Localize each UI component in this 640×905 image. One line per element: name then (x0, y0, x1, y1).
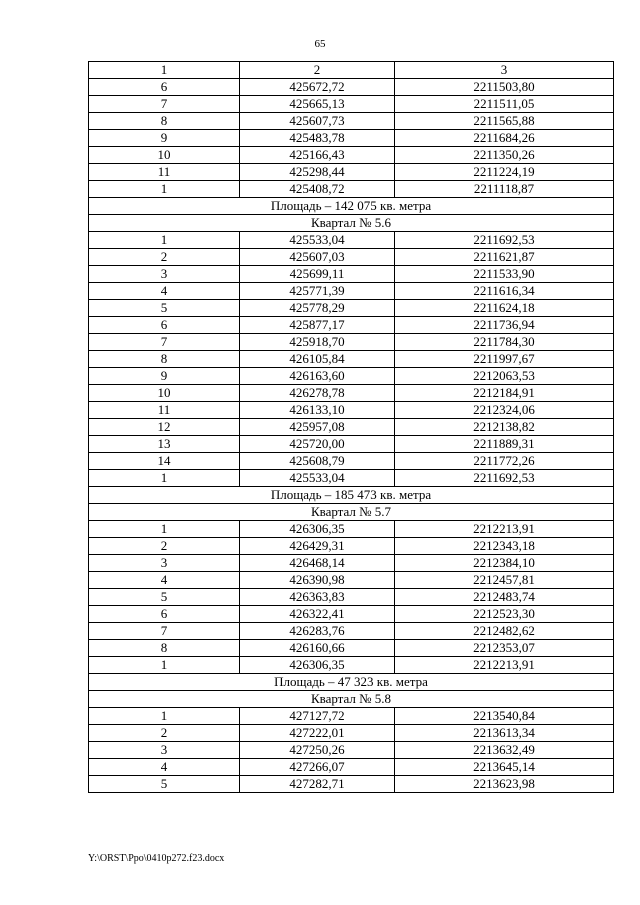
x-coordinate-cell: 426306,35 (240, 521, 395, 538)
y-coordinate-cell: 2211621,87 (395, 249, 614, 266)
point-number-cell: 3 (89, 555, 240, 572)
x-coordinate-cell: 425408,72 (240, 181, 395, 198)
y-coordinate-cell: 2212213,91 (395, 657, 614, 674)
y-coordinate-cell: 2211565,88 (395, 113, 614, 130)
x-coordinate-cell: 426160,66 (240, 640, 395, 657)
point-number-cell: 2 (89, 249, 240, 266)
x-coordinate-cell: 426306,35 (240, 657, 395, 674)
table-row (89, 266, 614, 283)
x-coordinate-cell: 425533,04 (240, 232, 395, 249)
table-row (89, 623, 614, 640)
x-coordinate-cell: 426390,98 (240, 572, 395, 589)
y-coordinate-cell: 2213645,14 (395, 759, 614, 776)
coordinates-table (88, 61, 614, 793)
area-summary: Площадь – 142 075 кв. метра (89, 198, 614, 215)
table-row (89, 402, 614, 419)
y-coordinate-cell: 2213540,84 (395, 708, 614, 725)
y-coordinate-cell: 2211118,87 (395, 181, 614, 198)
x-coordinate-cell: 425665,13 (240, 96, 395, 113)
x-coordinate-cell: 426163,60 (240, 368, 395, 385)
table-row (89, 606, 614, 623)
table-row (89, 113, 614, 130)
y-coordinate-cell: 2211772,26 (395, 453, 614, 470)
table-row (89, 470, 614, 487)
block-heading-row (89, 215, 614, 232)
x-coordinate-cell: 425608,79 (240, 453, 395, 470)
y-coordinate-cell: 2212213,91 (395, 521, 614, 538)
y-coordinate-cell: 2211889,31 (395, 436, 614, 453)
y-coordinate-cell: 2212482,62 (395, 623, 614, 640)
table-row (89, 130, 614, 147)
x-coordinate-cell: 425957,08 (240, 419, 395, 436)
table-row (89, 759, 614, 776)
x-coordinate-cell: 426363,83 (240, 589, 395, 606)
x-coordinate-cell: 427282,71 (240, 776, 395, 793)
point-number-cell: 2 (89, 725, 240, 742)
block-heading: Квартал № 5.6 (89, 215, 614, 232)
table-row (89, 164, 614, 181)
page-number: 65 (314, 38, 326, 50)
block-heading-row (89, 691, 614, 708)
area-row (89, 674, 614, 691)
y-coordinate-cell: 2211224,19 (395, 164, 614, 181)
x-coordinate-cell: 426105,84 (240, 351, 395, 368)
x-coordinate-cell: 425771,39 (240, 283, 395, 300)
point-number-cell: 10 (89, 385, 240, 402)
y-coordinate-cell: 2212457,81 (395, 572, 614, 589)
y-coordinate-cell: 2213623,98 (395, 776, 614, 793)
y-coordinate-cell: 2212063,53 (395, 368, 614, 385)
y-coordinate-cell: 2213632,49 (395, 742, 614, 759)
table-row (89, 147, 614, 164)
point-number-cell: 4 (89, 759, 240, 776)
table-row (89, 385, 614, 402)
x-coordinate-cell: 425298,44 (240, 164, 395, 181)
point-number-cell: 1 (89, 657, 240, 674)
point-number-cell: 8 (89, 640, 240, 657)
table-row (89, 521, 614, 538)
x-coordinate-cell: 426322,41 (240, 606, 395, 623)
y-coordinate-cell: 2211784,30 (395, 334, 614, 351)
area-summary: Площадь – 185 473 кв. метра (89, 487, 614, 504)
point-number-cell: 7 (89, 96, 240, 113)
x-coordinate-cell: 426429,31 (240, 538, 395, 555)
table-row (89, 317, 614, 334)
header-cell: 2 (240, 62, 395, 79)
y-coordinate-cell: 2212483,74 (395, 589, 614, 606)
table-row (89, 351, 614, 368)
y-coordinate-cell: 2211624,18 (395, 300, 614, 317)
x-coordinate-cell: 427127,72 (240, 708, 395, 725)
x-coordinate-cell: 425483,78 (240, 130, 395, 147)
x-coordinate-cell: 425607,03 (240, 249, 395, 266)
x-coordinate-cell: 425672,72 (240, 79, 395, 96)
area-row (89, 487, 614, 504)
x-coordinate-cell: 425778,29 (240, 300, 395, 317)
table-row (89, 657, 614, 674)
x-coordinate-cell: 426133,10 (240, 402, 395, 419)
block-heading: Квартал № 5.7 (89, 504, 614, 521)
table-row (89, 181, 614, 198)
point-number-cell: 2 (89, 538, 240, 555)
y-coordinate-cell: 2211533,90 (395, 266, 614, 283)
point-number-cell: 1 (89, 470, 240, 487)
point-number-cell: 1 (89, 232, 240, 249)
y-coordinate-cell: 2211503,80 (395, 79, 614, 96)
point-number-cell: 5 (89, 300, 240, 317)
point-number-cell: 6 (89, 79, 240, 96)
point-number-cell: 5 (89, 776, 240, 793)
point-number-cell: 11 (89, 164, 240, 181)
point-number-cell: 3 (89, 742, 240, 759)
table-row (89, 334, 614, 351)
table-row (89, 742, 614, 759)
table-row (89, 708, 614, 725)
file-path-footer: Y:\ORST\Ppo\0410p272.f23.docx (88, 853, 225, 864)
y-coordinate-cell: 2213613,34 (395, 725, 614, 742)
block-heading-row (89, 504, 614, 521)
x-coordinate-cell: 427250,26 (240, 742, 395, 759)
table-row (89, 249, 614, 266)
table-row (89, 79, 614, 96)
point-number-cell: 7 (89, 623, 240, 640)
table-row (89, 725, 614, 742)
header-cell: 3 (395, 62, 614, 79)
point-number-cell: 8 (89, 113, 240, 130)
x-coordinate-cell: 426468,14 (240, 555, 395, 572)
area-summary: Площадь – 47 323 кв. метра (89, 674, 614, 691)
point-number-cell: 7 (89, 334, 240, 351)
y-coordinate-cell: 2211997,67 (395, 351, 614, 368)
point-number-cell: 1 (89, 521, 240, 538)
y-coordinate-cell: 2211692,53 (395, 232, 614, 249)
area-row (89, 198, 614, 215)
y-coordinate-cell: 2211684,26 (395, 130, 614, 147)
y-coordinate-cell: 2212184,91 (395, 385, 614, 402)
x-coordinate-cell: 425720,00 (240, 436, 395, 453)
x-coordinate-cell: 427266,07 (240, 759, 395, 776)
point-number-cell: 4 (89, 283, 240, 300)
y-coordinate-cell: 2212324,06 (395, 402, 614, 419)
y-coordinate-cell: 2212523,30 (395, 606, 614, 623)
table-row (89, 96, 614, 113)
table-row (89, 283, 614, 300)
point-number-cell: 3 (89, 266, 240, 283)
x-coordinate-cell: 425877,17 (240, 317, 395, 334)
point-number-cell: 11 (89, 402, 240, 419)
point-number-cell: 12 (89, 419, 240, 436)
x-coordinate-cell: 425699,11 (240, 266, 395, 283)
table-body (89, 62, 614, 793)
table-row (89, 640, 614, 657)
y-coordinate-cell: 2211350,26 (395, 147, 614, 164)
x-coordinate-cell: 425533,04 (240, 470, 395, 487)
y-coordinate-cell: 2212343,18 (395, 538, 614, 555)
point-number-cell: 9 (89, 130, 240, 147)
table-row (89, 368, 614, 385)
table-row (89, 419, 614, 436)
y-coordinate-cell: 2211692,53 (395, 470, 614, 487)
point-number-cell: 6 (89, 317, 240, 334)
table-row (89, 776, 614, 793)
point-number-cell: 4 (89, 572, 240, 589)
y-coordinate-cell: 2212384,10 (395, 555, 614, 572)
y-coordinate-cell: 2211511,05 (395, 96, 614, 113)
table-row (89, 436, 614, 453)
y-coordinate-cell: 2211616,34 (395, 283, 614, 300)
table-row (89, 572, 614, 589)
y-coordinate-cell: 2211736,94 (395, 317, 614, 334)
x-coordinate-cell: 425607,73 (240, 113, 395, 130)
point-number-cell: 14 (89, 453, 240, 470)
table-row (89, 555, 614, 572)
x-coordinate-cell: 425166,43 (240, 147, 395, 164)
header-cell: 1 (89, 62, 240, 79)
point-number-cell: 1 (89, 181, 240, 198)
point-number-cell: 9 (89, 368, 240, 385)
table-row (89, 300, 614, 317)
x-coordinate-cell: 427222,01 (240, 725, 395, 742)
x-coordinate-cell: 426278,78 (240, 385, 395, 402)
table-row (89, 453, 614, 470)
point-number-cell: 6 (89, 606, 240, 623)
y-coordinate-cell: 2212138,82 (395, 419, 614, 436)
block-heading: Квартал № 5.8 (89, 691, 614, 708)
point-number-cell: 13 (89, 436, 240, 453)
point-number-cell: 1 (89, 708, 240, 725)
table-row (89, 538, 614, 555)
table-row (89, 232, 614, 249)
header-row (89, 62, 614, 79)
point-number-cell: 8 (89, 351, 240, 368)
table-row (89, 589, 614, 606)
y-coordinate-cell: 2212353,07 (395, 640, 614, 657)
x-coordinate-cell: 426283,76 (240, 623, 395, 640)
point-number-cell: 10 (89, 147, 240, 164)
x-coordinate-cell: 425918,70 (240, 334, 395, 351)
point-number-cell: 5 (89, 589, 240, 606)
